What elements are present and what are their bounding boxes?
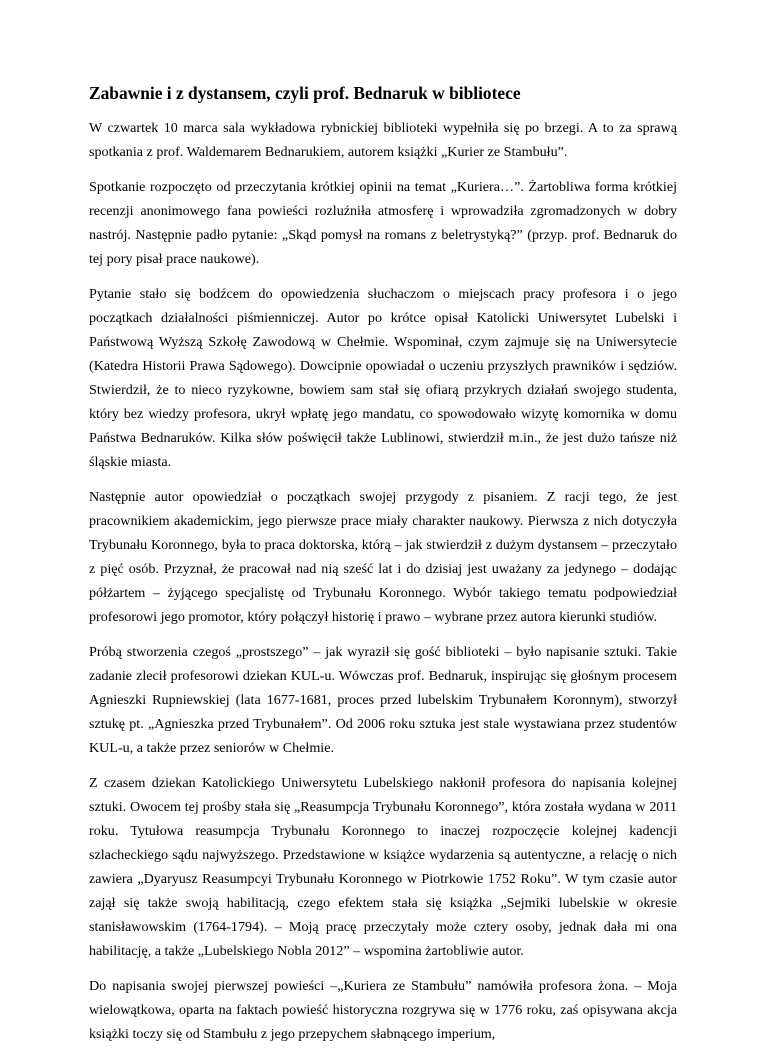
document-body [89,81,677,1057]
paragraph-5: Próbą stworzenia czegoś „prostszego” – jak wyraził się gość biblioteki – było napisanie sztuki. Takie zadanie zlecił profesorowi dziekan KUL-u. Wówczas prof. Bednaruk, inspirując się głośnym procesem Agnieszki Rupniewskiej (lata 1677-1681, proces przed lubelskim Trybunałem Koronnym), stworzył sztukę pt. „Agnieszka przed Trybunałem”. Od 2006 roku sztuka jest stale wystawiana przez studentów KUL-u, a także przez seniorów w Chełmie. [89,644,677,756]
paragraph-4: Następnie autor opowiedział o początkach swojej przygody z pisaniem. Z racji tego, że jest pracownikiem akademickim, jego pierwsze prace miały charakter naukowy. Pierwsza z nich dotyczyła Trybunału Koronnego, była to praca doktorska, którą – jak stwierdził z dużym dystansem – przeczytało z pięć osób. Przyznał, że pracował nad nią sześć lat i do dzisiaj jest uważany za jedynego – dodając półżartem – żyjącego specjalistę od Trybunału Koronnego. Wybór takiego tematu podpowiedział profesorowi jego promotor, który połączył historię i prawo – wybrane przez autora kierunki studiów. [89,489,677,625]
paragraph-6: Z czasem dziekan Katolickiego Uniwersytetu Lubelskiego nakłonił profesora do napisania kolejnej sztuki. Owocem tej prośby stała się „Reasumpcja Trybunału Koronnego”, która została wydana w 2011 roku. Tytułowa reasumpcja Trybunału Koronnego to inaczej rozpoczęcie kolejnej kadencji szlacheckiego sądu najwyższego. Przedstawione w książce wydarzenia są autentyczne, a relację o nich zawiera „Dyaryusz Reasumpcyi Trybunału Koronnego w Piotrkowie 1752 Roku”. W tym czasie autor zajął się także swoją habilitacją, czego efektem stała się książka „Sejmiki lubelskie w okresie stanisławowskim (1764-1794). – Moją pracę przeczytały może cztery osoby, jednak dała mi ona habilitację, a także „Lubelskiego Nobla 2012” – wspomina żartobliwie autor. [89,775,677,959]
paragraph-3: Pytanie stało się bodźcem do opowiedzenia słuchaczom o miejscach pracy profesora i o jego początkach działalności piśmienniczej. Autor po krótce opisał Katolicki Uniwersytet Lubelski i Państwową Wyższą Szkołę Zawodową w Chełmie. Wspominał, czym zajmuje się na Uniwersytecie (Katedra Historii Prawa Sądowego). Dowcipnie opowiadał o uczeniu przyszłych prawników i sędziów. Stwierdził, że to nieco ryzykowne, bowiem sam stał się ofiarą przykrych działań swojego studenta, który bez wiedzy profesora, ukrył wpłatę jego mandatu, co spowodowało wizytę komornika w domu Państwa Bednaruków. Kilka słów poświęcił także Lublinowi, stwierdził m.in., że jest dużo tańsze niż śląskie miasta. [89,286,677,470]
paragraph-1: W czwartek 10 marca sala wykładowa rybnickiej biblioteki wypełniła się po brzegi. A to za sprawą spotkania z prof. Waldemarem Bednarukiem, autorem książki „Kurier ze Stambułu”. [89,120,677,160]
paragraph-2: Spotkanie rozpoczęto od przeczytania krótkiej opinii na temat „Kuriera…”. Żartobliwa forma krótkiej recenzji anonimowego fana powieści rozluźniła atmosferę i wprowadziła zgromadzonych w dobry nastrój. Następnie padło pytanie: „Skąd pomysł na romans z beletrystyką?” (przyp. prof. Bednaruk do tej pory pisał prace naukowe). [89,179,677,267]
paragraph-7: Do napisania swojej pierwszej powieści –„Kuriera ze Stambułu” namówiła profesora żona. – Moja wielowątkowa, oparta na faktach powieść historyczna rozgrywa się w 1776 roku, zaś opisywana akcja książki toczy się od Stambułu z jego przepychem słabnącego imperium, [89,978,677,1042]
article-title: Zabawnie i z dystansem, czyli prof. Bednaruk w bibliotece [89,83,521,103]
